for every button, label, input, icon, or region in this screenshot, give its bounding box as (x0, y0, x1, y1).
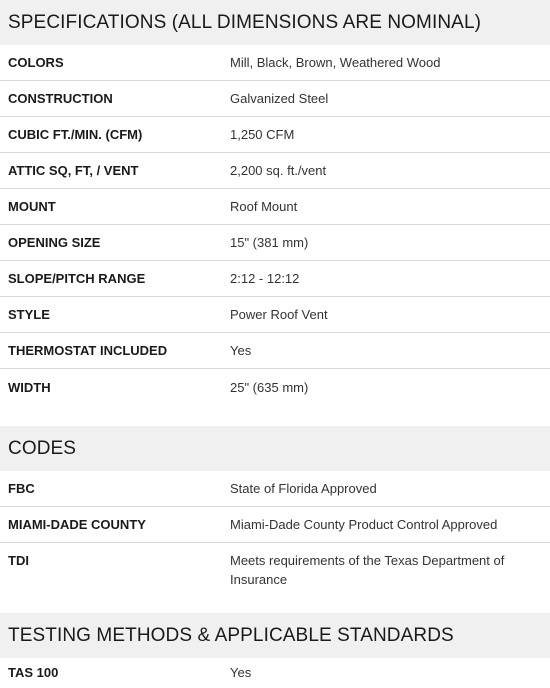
test-label: TAS 100 (8, 665, 59, 680)
spec-label: ATTIC SQ, FT, / VENT (8, 163, 139, 178)
code-label: FBC (8, 481, 35, 496)
testing-header: TESTING METHODS & APPLICABLE STANDARDS (0, 613, 550, 658)
spec-label: CUBIC FT./MIN. (CFM) (8, 127, 143, 142)
spec-label: STYLE (8, 307, 50, 322)
spec-label: COLORS (8, 55, 64, 70)
spec-row-width (0, 369, 550, 405)
codes-header: CODES (0, 426, 550, 471)
spec-value: 15" (381 mm) (230, 235, 309, 250)
code-row-fbc (0, 471, 550, 507)
spec-row-colors (0, 45, 550, 81)
spec-label: THERMOSTAT INCLUDED (8, 343, 168, 358)
spec-value: 25" (635 mm) (230, 379, 309, 395)
spec-row-mount (0, 189, 550, 225)
testing-section (0, 613, 550, 684)
code-value: State of Florida Approved (230, 481, 377, 496)
spec-label: OPENING SIZE (8, 235, 101, 250)
spec-row-style (0, 297, 550, 333)
section-spacer (0, 405, 550, 426)
code-label: TDI (8, 553, 29, 568)
code-value: Miami-Dade County Product Control Approved (230, 517, 498, 532)
test-value: Yes (230, 665, 252, 680)
code-value: Meets requirements of the Texas Department of Insurance (230, 553, 505, 587)
spec-value: Galvanized Steel (230, 91, 329, 106)
spec-row-attic (0, 153, 550, 189)
section-spacer (0, 599, 550, 613)
spec-value: 1,250 CFM (230, 127, 295, 142)
spec-label: MOUNT (8, 199, 56, 214)
code-label: MIAMI-DADE COUNTY (8, 517, 146, 532)
spec-row-thermostat (0, 333, 550, 369)
code-row-miami-dade (0, 507, 550, 543)
spec-value: 2,200 sq. ft./vent (230, 163, 327, 178)
spec-label: SLOPE/PITCH RANGE (8, 271, 146, 286)
test-row-tas100 (0, 658, 550, 684)
spec-value: Power Roof Vent (230, 307, 328, 322)
spec-value: Mill, Black, Brown, Weathered Wood (230, 55, 441, 70)
code-row-tdi (0, 543, 550, 599)
spec-row-cfm (0, 117, 550, 153)
spec-value: 2:12 - 12:12 (230, 271, 300, 286)
spec-label: WIDTH (8, 379, 51, 395)
specifications-header: SPECIFICATIONS (ALL DIMENSIONS ARE NOMINAL) (0, 0, 550, 45)
spec-value: Yes (230, 343, 252, 358)
spec-row-slope (0, 261, 550, 297)
codes-section (0, 426, 550, 599)
spec-value: Roof Mount (230, 199, 298, 214)
spec-label: CONSTRUCTION (8, 91, 113, 106)
spec-row-opening-size (0, 225, 550, 261)
spec-row-construction (0, 81, 550, 117)
